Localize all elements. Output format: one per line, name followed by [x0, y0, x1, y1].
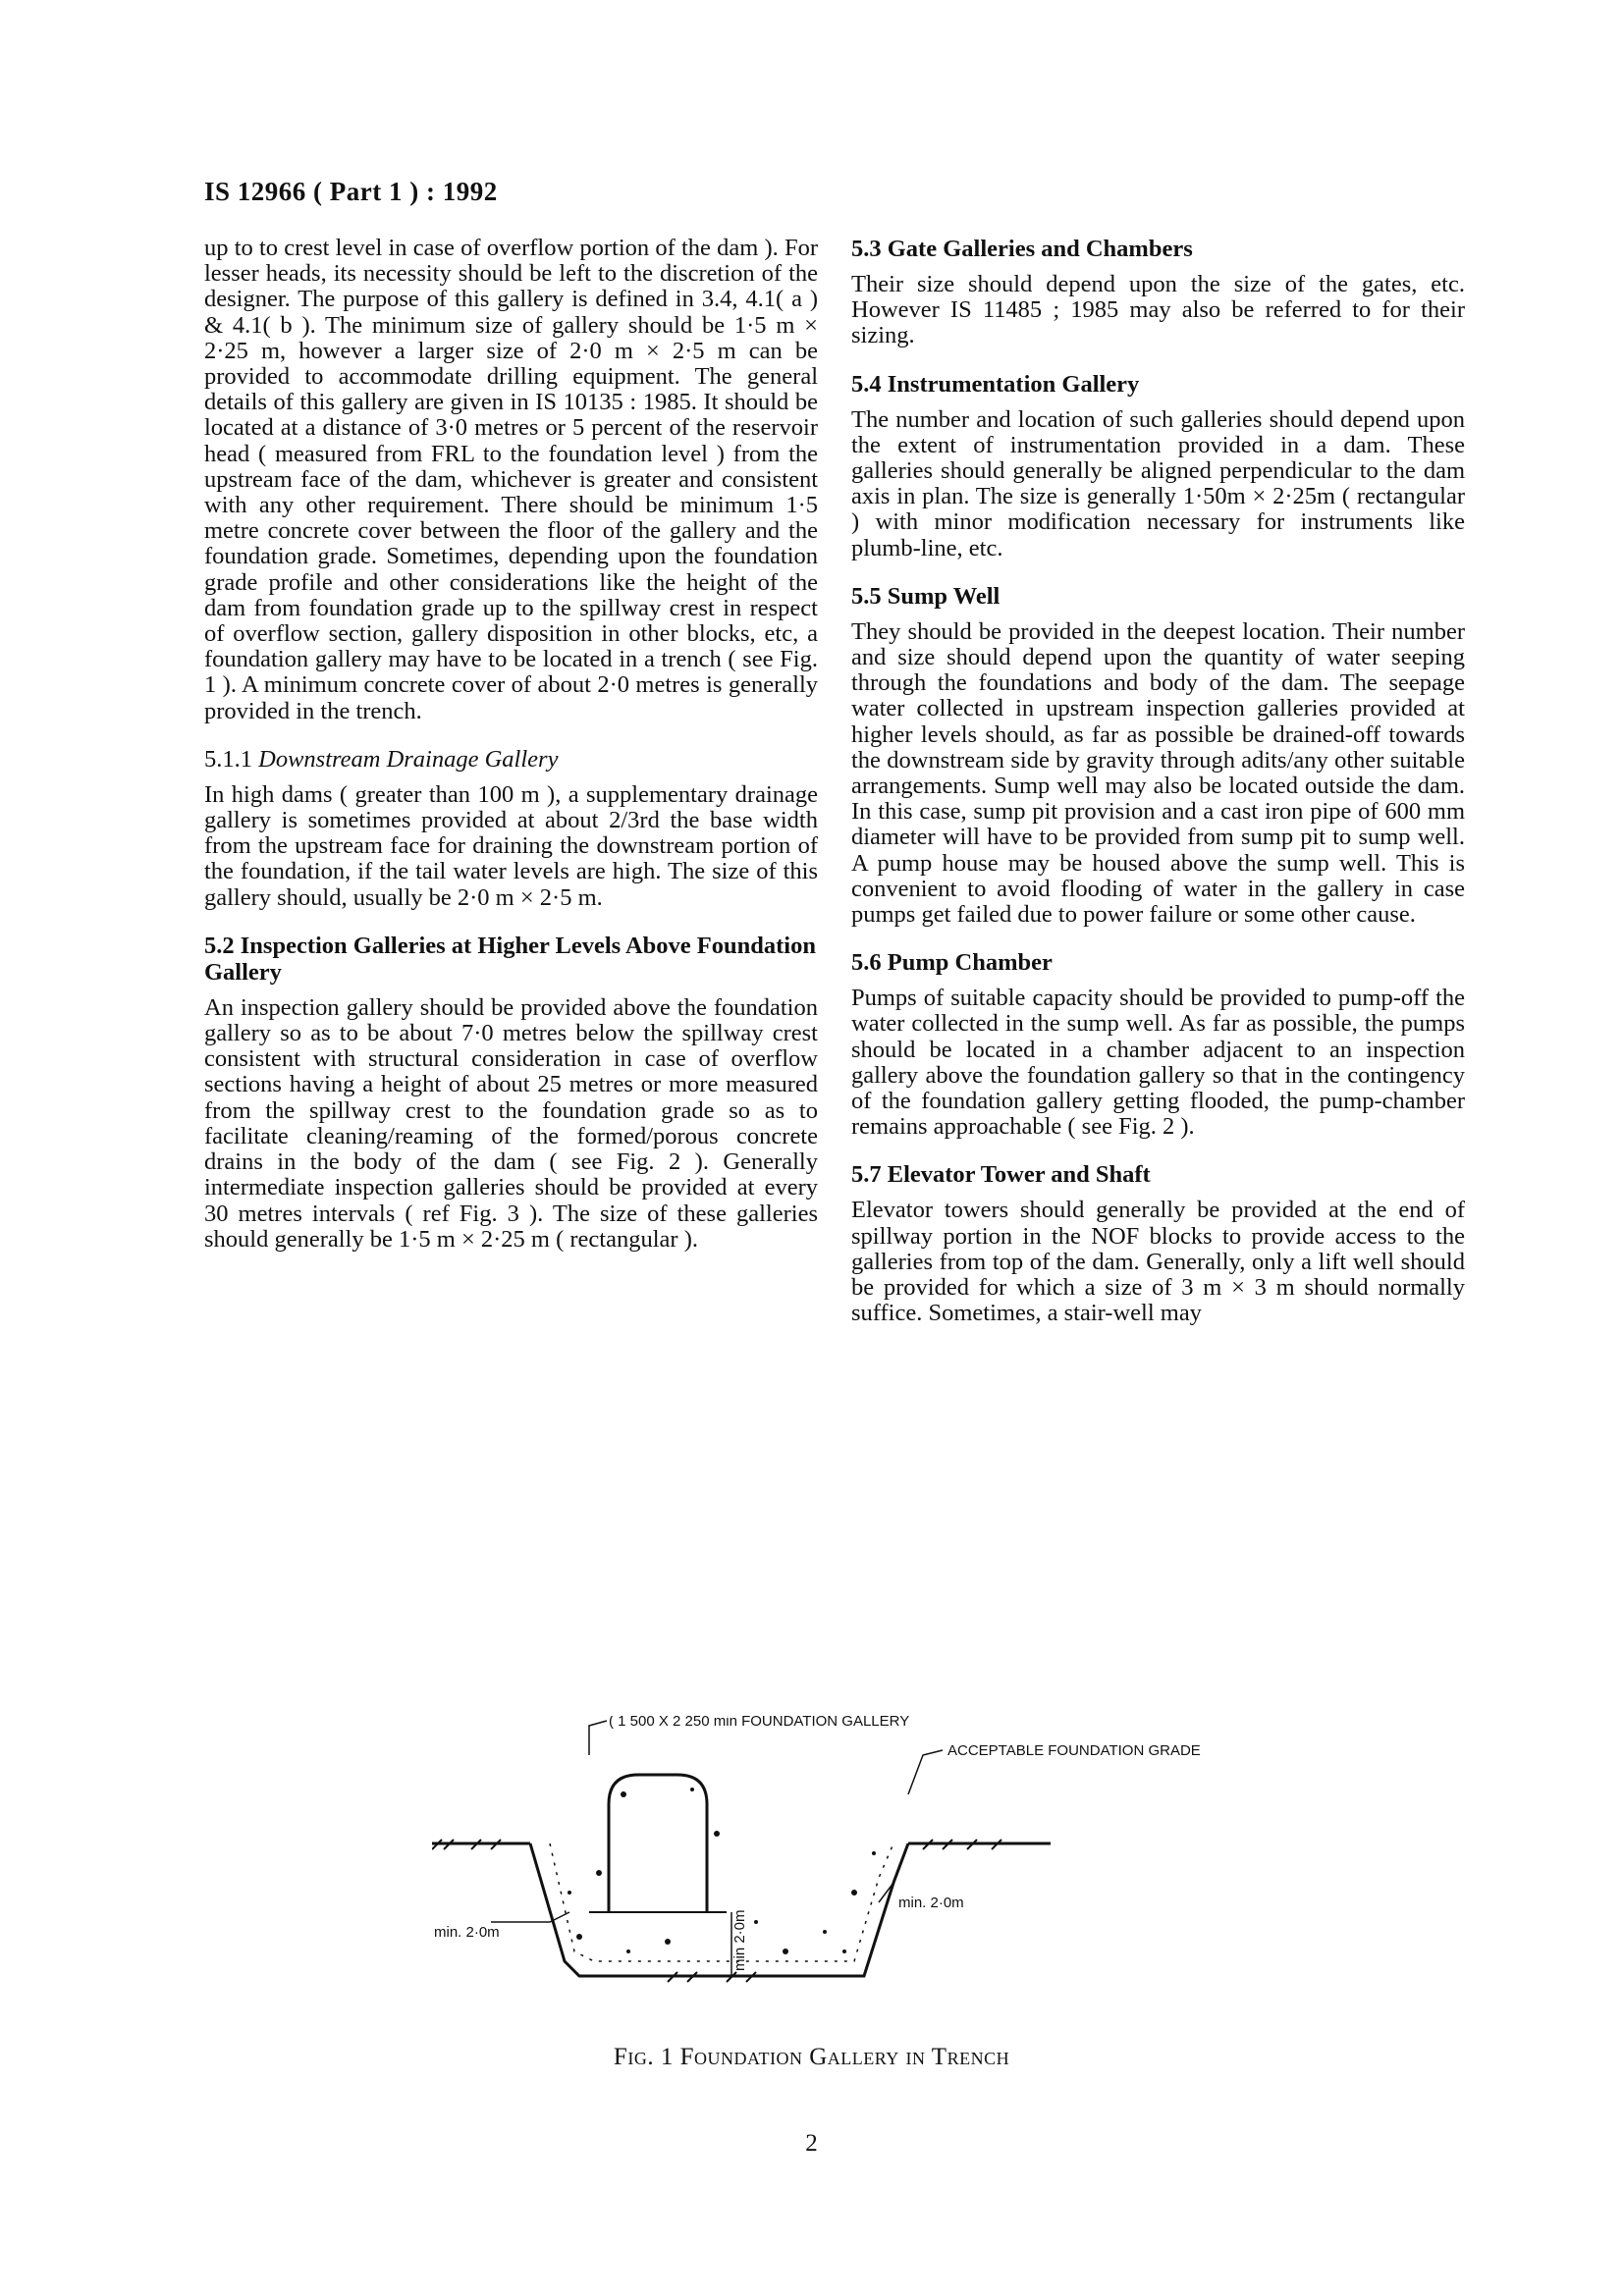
section-heading-5-6: 5.6 Pump Chamber [851, 949, 1053, 977]
label-min-center: min 2·0m [731, 1909, 748, 1971]
section-heading-5-5: 5.5 Sump Well [851, 582, 1001, 610]
section-heading-5-4: 5.4 Instrumentation Gallery [851, 370, 1140, 398]
section-heading-5-1-1 [204, 746, 818, 773]
paragraph: Pumps of suitable capacity should be provided to pump-off the water collected in the sump well. As far as possible, the pumps should be located in a chamber adjacent to an inspection gallery above the foundation gallery so that in the contingency of the foundation gallery getting flooded, the pump-chamber remains approachable ( see Fig. 2 ). [851, 985, 1465, 1141]
page-header: IS 12966 ( Part 1 ) : 1992 [204, 177, 498, 206]
label-min-right: min. 2·0m [898, 1895, 964, 1911]
section-heading-5-3: 5.3 Gate Galleries and Chambers [851, 236, 1193, 262]
label-grade: ACCEPTABLE FOUNDATION GRADE [947, 1742, 1201, 1759]
figure-caption-text: Fig. 1 Foundation Gallery in Trench [613, 2044, 1010, 2070]
section-heading-5-7: 5.7 Elevator Tower and Shaft [851, 1161, 1151, 1189]
page-number: 2 [805, 2130, 818, 2157]
paragraph: Their size should depend upon the size of the gates, etc. However IS 11485 ; 1985 may also be referred to for their sizing. [851, 271, 1465, 349]
section-number: 5.1.1 [204, 745, 252, 773]
paragraph: Elevator towers should generally be provided at the end of spillway portion in the NOF blocks to provide access to the galleries from top of the dam. Generally, only a lift well should be provided for which a size of 3 m × 3 m should normally suffice. Sometimes, a stair-well may [851, 1197, 1465, 1327]
paragraph: The number and location of such galleries should depend upon the extent of instrumentation provided in a dam. These galleries should generally be aligned perpendicular to the dam axis in plan. The size is generally 1·50m × 2·25m ( rectangular ) with minor modification necessary for instruments like plumb-line, etc. [851, 405, 1465, 561]
aggregate-dots [568, 1788, 876, 1954]
right-column [851, 236, 1465, 1327]
paragraph: An inspection gallery should be provided above the foundation gallery so as to be about 7·0 metres below the spillway crest consistent with structural consideration in case of overflow sections having a height of about 25 metres or more measured from the spillway crest to the foundation grade so as to facilitate cleaning/reaming of the formed/porous concrete drains in the body of the dam ( see Fig. 2 ). Generally intermediate inspection galleries should be provided at every 30 metres intervals ( ref Fig. 3 ). The size of these galleries should generally be 1·5 m × 2·25 m ( rectangular ). [204, 993, 818, 1253]
foundation-gallery-trench-figure [432, 1716, 1296, 2010]
label-gallery: ( 1 500 X 2 250 min FOUNDATION GALLERY [609, 1716, 910, 1730]
section-title: Downstream Drainage Gallery [258, 745, 559, 773]
paragraph: In high dams ( greater than 100 m ), a supplementary drainage gallery is sometimes provided at about 2/3rd the base width from the upstream face for draining the downstream portion of the foundation, if the tail water levels are high. The size of this gallery should, usually be 2·0 m × 2·5 m. [204, 780, 818, 911]
paragraph: They should be provided in the deepest location. Their number and size should depend upon the quantity of water seeping through the foundations and body of the dam. The seepage water collected in upstream inspection galleries provided at higher levels should, as far as possible be drained-off towards the downstream side by gravity through adits/any other suitable arrangements. Sump well may also be located outside the dam. In this case, sump pit provision and a cast iron pipe of 600 mm diameter will have to be provided from sump pit to sump well. A pump house may be housed above the sump well. This is convenient to avoid flooding of water in the gallery in case pumps get failed due to power failure or some other cause. [851, 617, 1465, 929]
paragraph: up to to crest level in case of overflow portion of the dam ). For lesser heads, its necessity should be left to the discretion of the designer. The purpose of this gallery is defined in 3.4, 4.1( a ) & 4.1( b ). The minimum size of gallery should be 1·5 m × 2·25 m, however a larger size of 2·0 m × 2·5 m can be provided to accommodate drilling equipment. The general details of this gallery are given in IS 10135 : 1985. It should be located at a distance of 3·0 metres or 5 percent of the reservoir head ( measured from FRL to the foundation level ) from the upstream face of the dam, whichever is greater and consistent with any other requirement. There should be minimum 1·5 metre concrete cover between the floor of the gallery and the foundation grade. Sometimes, depending upon the foundation grade profile and other considerations like the height of the dam from foundation grade up to the spillway crest in respect of overflow section, gallery disposition in other blocks, etc, a foundation gallery may have to be located in a trench ( see Fig. 1 ). A minimum concrete cover of about 2·0 metres is generally provided in the trench. [204, 235, 818, 724]
section-heading-5-2: 5.2 Inspection Galleries at Higher Levels Above Foundation Gallery [204, 932, 816, 986]
label-min-left: min. 2·0m [434, 1924, 500, 1941]
left-column [204, 236, 818, 1253]
trench-outline [530, 1843, 908, 1976]
concrete-cover [550, 1843, 893, 1961]
figure-caption [0, 2044, 1623, 2071]
